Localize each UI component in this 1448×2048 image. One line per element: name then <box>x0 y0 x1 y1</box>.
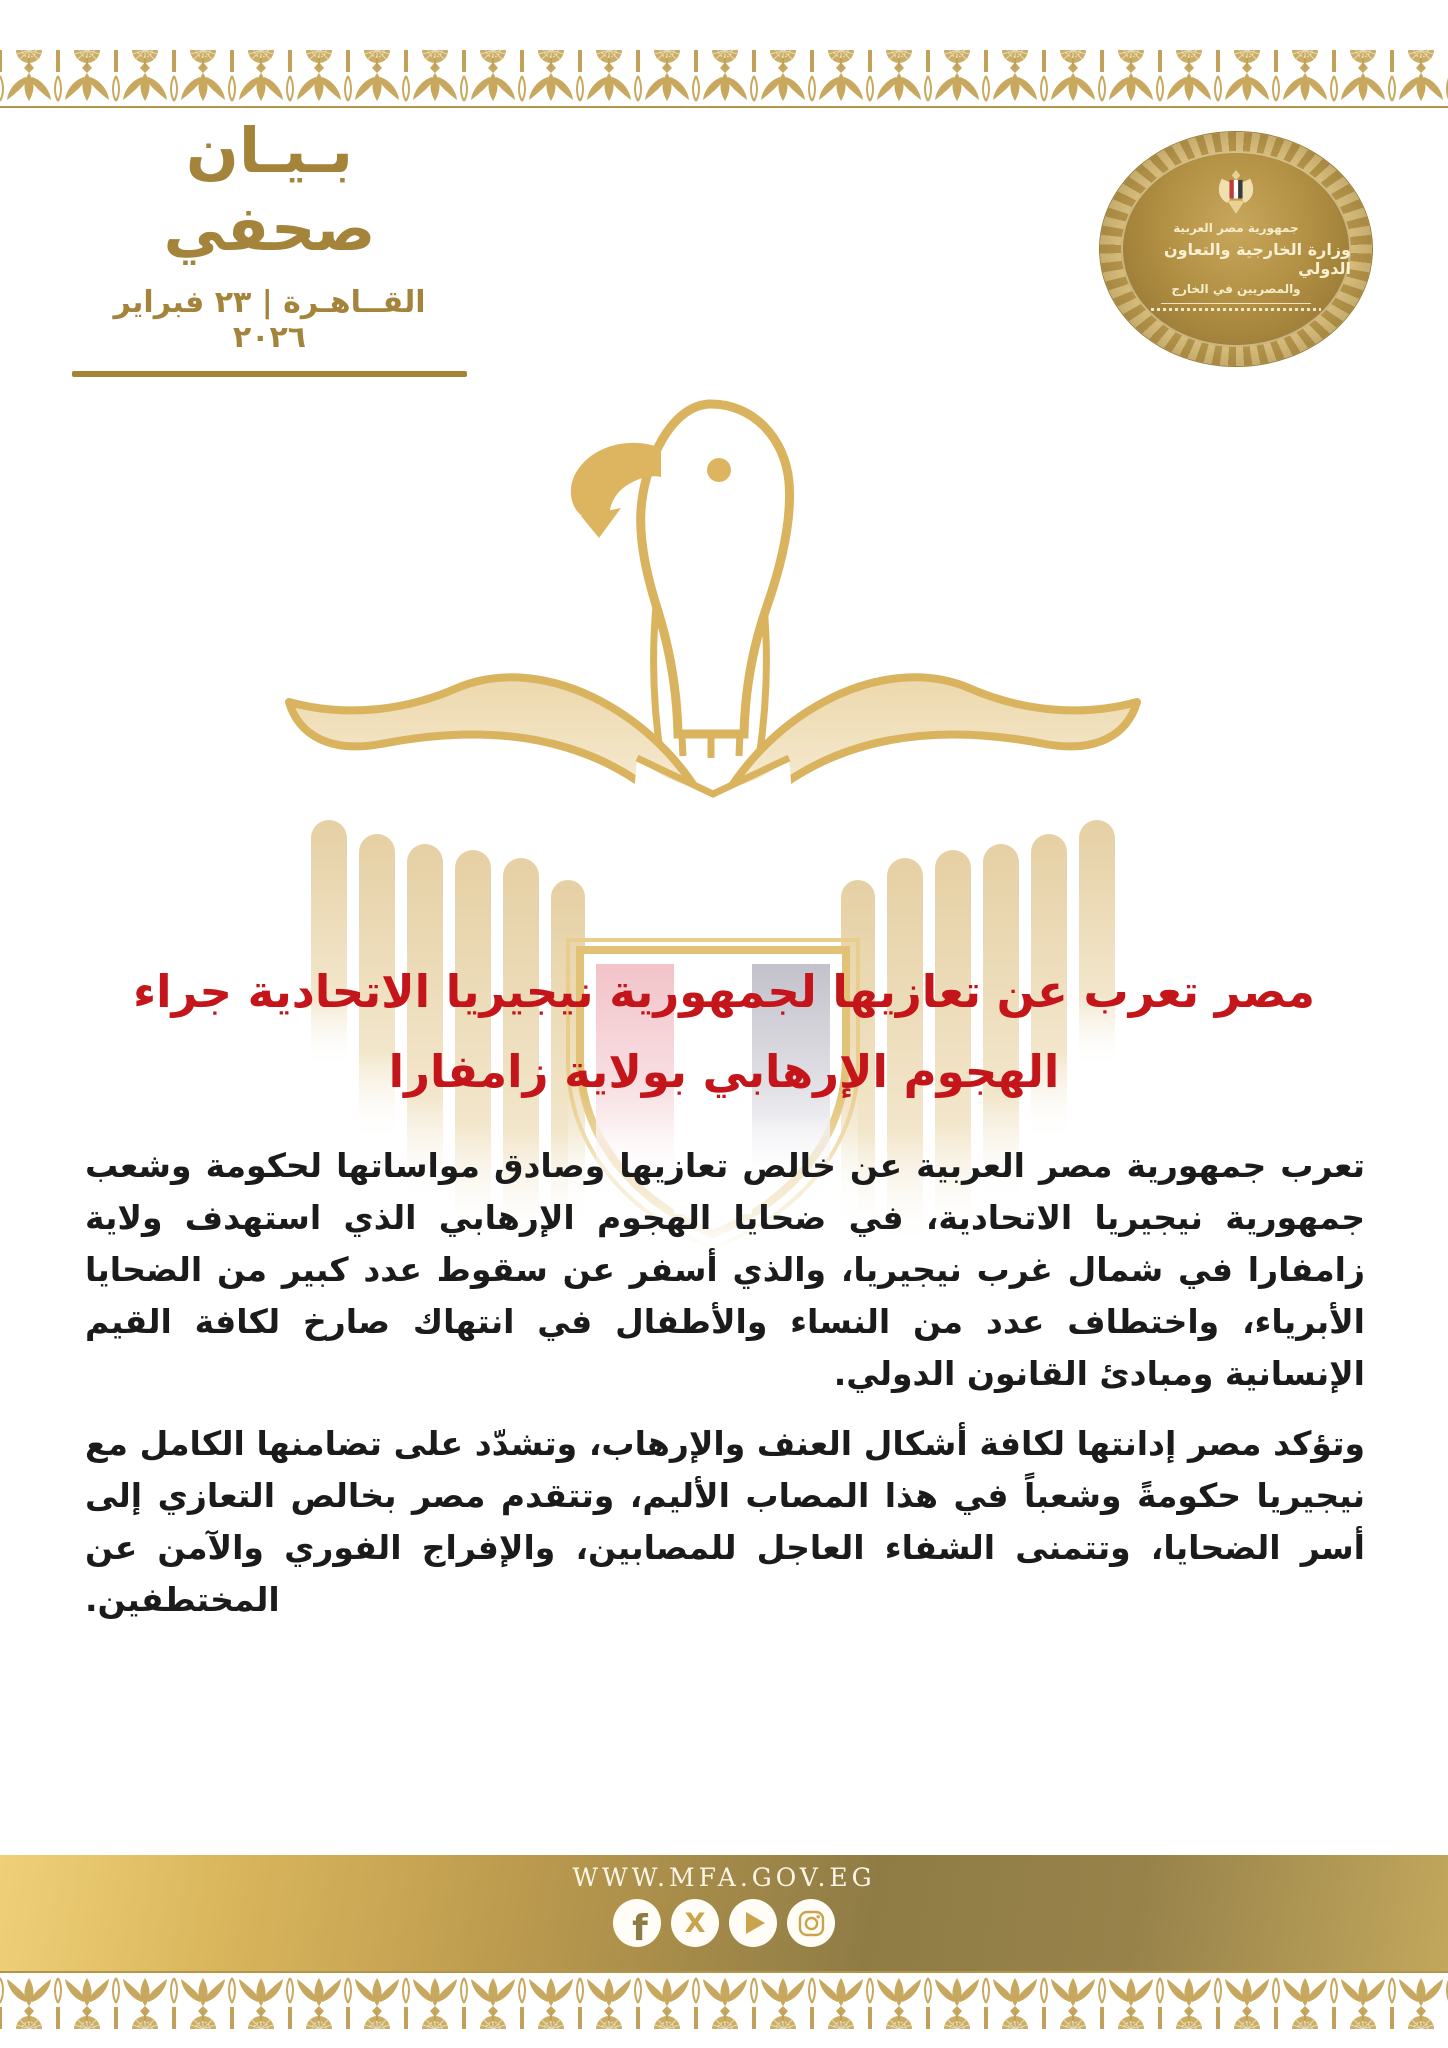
x-twitter-icon[interactable]: X <box>671 1899 719 1947</box>
egypt-eagle-watermark <box>285 390 1165 1252</box>
seal-ministry-text: وزارة الخارجية والتعاون الدولي <box>1163 240 1351 278</box>
seal-subtitle-text: والمصريين في الخارج <box>1171 282 1301 296</box>
top-border-pattern <box>0 50 1448 104</box>
headline-line-2: الهجوم الإرهابي بولاية زامفارا <box>388 1045 1060 1098</box>
youtube-icon[interactable] <box>729 1899 777 1947</box>
footer-band <box>0 1855 1448 1971</box>
bottom-border-pattern <box>0 1975 1448 2029</box>
ministry-seal-inner <box>1121 151 1351 347</box>
seal-eagle-icon <box>1214 169 1258 217</box>
social-icons-row <box>613 1899 835 1947</box>
headline-line-1: مصر تعرب عن تعازيها لجمهورية نيجيريا الاتحادية جراء <box>133 965 1315 1018</box>
body-paragraph-1: تعرب جمهورية مصر العربية عن خالص تعازيها وصادق مواساتها لحكومة وشعب جمهورية نيجيريا الاتحادية، في ضحايا الهجوم الإرهابي الذي استهدف ولاية زامفارا في شمال غرب نيجيريا، والذي أسفر عن سقوط عدد كبير من الضحايا الأبرياء، واختطاف عدد من النساء والأطفال في انتهاك صارخ لكافة القيم الإنسانية ومبادئ القانون الدولي. <box>85 1146 1365 1393</box>
website-link[interactable]: WWW.MFA.GOV.EG <box>572 1863 876 1892</box>
seal-divider-line <box>1161 303 1311 304</box>
body-paragraph-2: وتؤكد مصر إدانتها لكافة أشكال العنف والإرهاب، وتشدّد على تضامنها الكامل مع نيجيريا حكومةً وشعباً في هذا المصاب الأليم، وتتقدم مصر بخالص التعازي إلى أسر الضحايا، وتتمنى الشفاء العاجل للمصابين، والإفراج الفوري والآمن عن المختطفين. <box>85 1424 1365 1619</box>
headline <box>60 952 1388 1112</box>
page-title: بـيـان صحفي <box>163 114 376 265</box>
instagram-icon[interactable] <box>787 1899 835 1947</box>
bottom-border-rule <box>0 1971 1448 1973</box>
header-underline <box>72 371 467 377</box>
header-block <box>72 112 467 377</box>
top-border-rule <box>0 106 1448 108</box>
dateline: القــاهـرة | ٢٣ فبراير ٢٠٢٦ <box>113 285 426 355</box>
seal-caption-microtext <box>1151 308 1321 311</box>
ministry-seal <box>1100 132 1372 366</box>
facebook-icon[interactable]: f <box>613 1899 661 1947</box>
seal-country-text: جمهورية مصر العربية <box>1173 221 1299 235</box>
